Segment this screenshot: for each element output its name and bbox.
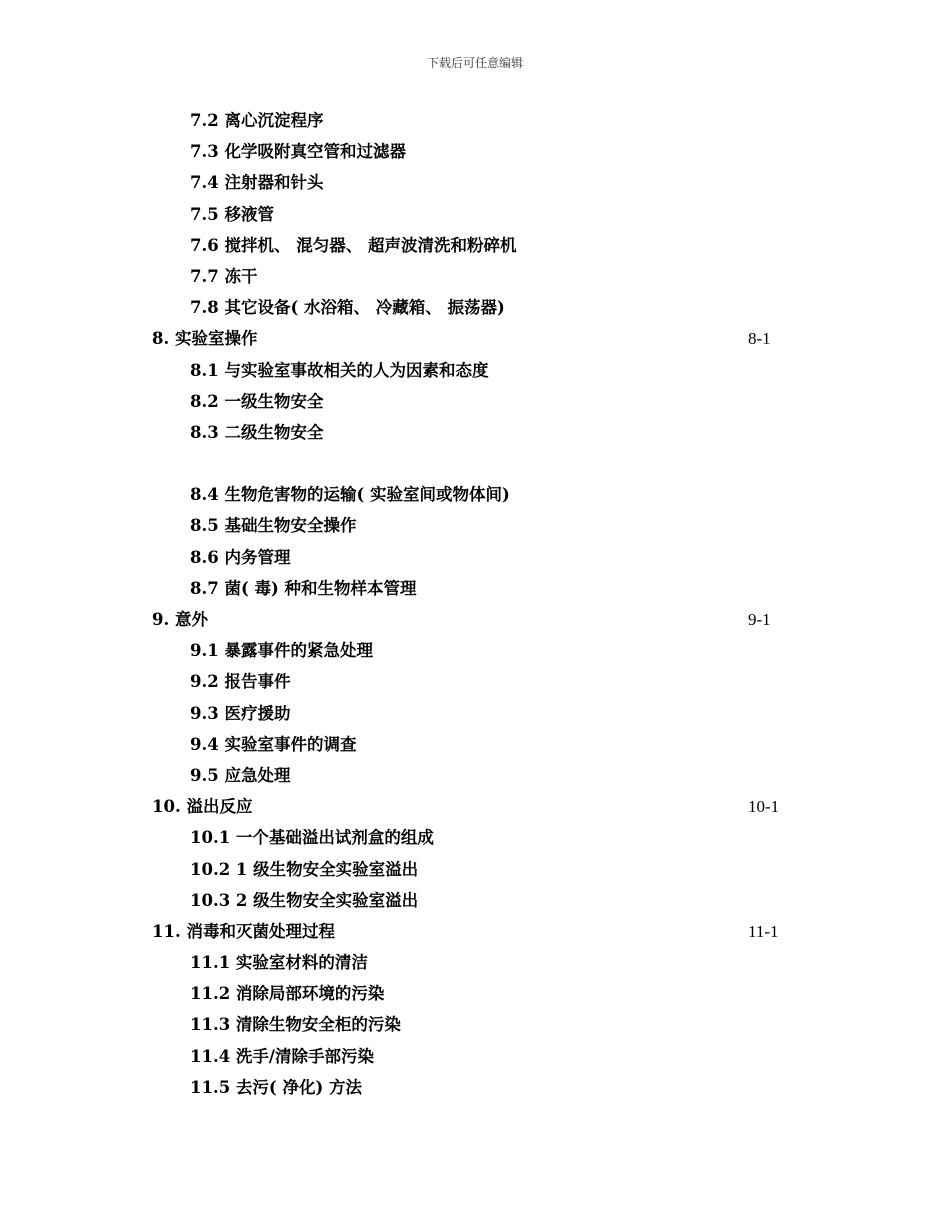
toc-entry-title: 9.2 报告事件 — [190, 672, 291, 692]
toc-entry-title: 8.5 基础生物安全操作 — [190, 516, 357, 536]
toc-entry-title: 9.4 实验室事件的调查 — [190, 734, 357, 754]
toc-section — [0, 1072, 950, 1103]
toc-section — [0, 1041, 950, 1072]
toc-entry-title: 7.6 搅拌机、 混匀器、 超声波清洗和粉碎机 — [190, 235, 517, 255]
toc-entry-title: 10. 溢出反应 — [152, 797, 253, 817]
toc-entry-title: 9.3 医疗援助 — [190, 703, 291, 723]
toc-section — [0, 698, 950, 729]
toc-section — [0, 136, 950, 167]
toc-entry-title: 8.6 内务管理 — [190, 547, 291, 567]
toc-entry-title: 8.3 二级生物安全 — [190, 422, 324, 442]
toc-entry-title: 8.7 菌( 毒) 种和生物样本管理 — [190, 578, 417, 598]
toc-entry-title: 10.1 一个基础溢出试剂盒的组成 — [190, 828, 434, 848]
toc-section — [0, 978, 950, 1009]
toc-section — [0, 573, 950, 604]
toc-entry-title: 11.4 洗手/清除手部污染 — [190, 1046, 374, 1066]
toc-entry-title: 8.1 与实验室事故相关的人为因素和态度 — [190, 360, 489, 380]
toc-section — [0, 479, 950, 510]
toc-entry-title: 9.5 应急处理 — [190, 765, 291, 785]
toc-section — [0, 355, 950, 386]
toc-section — [0, 386, 950, 417]
toc-chapter — [0, 791, 950, 822]
toc-page-number: 9-1 — [748, 610, 771, 629]
toc-chapter — [0, 916, 950, 947]
toc-entry-title: 11.1 实验室材料的清洁 — [190, 953, 368, 973]
toc-section — [0, 417, 950, 448]
toc-entry-title: 8. 实验室操作 — [152, 329, 258, 349]
toc-entry-title: 9. 意外 — [152, 610, 208, 629]
toc-entry-title: 11.2 消除局部环境的污染 — [190, 984, 385, 1004]
toc-entry-title: 8.2 一级生物安全 — [190, 391, 324, 411]
toc-page-number: 11-1 — [748, 921, 779, 941]
toc-section — [0, 822, 950, 853]
toc-chapter — [0, 604, 950, 635]
toc-section — [0, 292, 950, 323]
toc-section — [0, 167, 950, 198]
toc-chapter — [0, 323, 950, 354]
toc-entry-title: 7.5 移液管 — [190, 204, 274, 224]
toc-section — [0, 542, 950, 573]
toc-section — [0, 885, 950, 916]
toc-section — [0, 1009, 950, 1040]
toc-entry-title: 9.1 暴露事件的紧急处理 — [190, 641, 373, 661]
toc-entry-title: 10.3 2 级生物安全实验室溢出 — [190, 890, 419, 910]
toc-section — [0, 230, 950, 261]
page-header: 下载后可任意编辑 — [426, 56, 523, 70]
toc-entry-title: 7.4 注射器和针头 — [190, 173, 324, 193]
toc-entry-title: 7.7 冻干 — [190, 266, 258, 286]
toc-entry-title: 11.5 去污( 净化) 方法 — [190, 1077, 363, 1097]
toc-spacer — [0, 448, 950, 479]
toc-entry-title: 10.2 1 级生物安全实验室溢出 — [190, 859, 419, 879]
toc-section — [0, 261, 950, 292]
toc-section — [0, 105, 950, 136]
toc-section — [0, 510, 950, 541]
toc-section — [0, 947, 950, 978]
toc-section — [0, 666, 950, 697]
toc-entry-title: 8.4 生物危害物的运输( 实验室间或物体间) — [190, 485, 510, 505]
table-of-contents — [0, 105, 950, 1103]
toc-section — [0, 635, 950, 666]
toc-entry-title: 11.3 清除生物安全柜的污染 — [190, 1015, 401, 1035]
toc-section — [0, 729, 950, 760]
toc-entry-title: 7.3 化学吸附真空管和过滤器 — [190, 142, 406, 162]
toc-page-number: 8-1 — [748, 329, 771, 349]
toc-entry-title: 11. 消毒和灭菌处理过程 — [152, 921, 335, 941]
toc-entry-title: 7.8 其它设备( 水浴箱、 冷藏箱、 振荡器) — [190, 298, 505, 318]
toc-page-number: 10-1 — [748, 797, 780, 817]
toc-entry-title: 7.2 离心沉淀程序 — [190, 111, 324, 130]
toc-section — [0, 854, 950, 885]
toc-section — [0, 760, 950, 791]
toc-section — [0, 199, 950, 230]
